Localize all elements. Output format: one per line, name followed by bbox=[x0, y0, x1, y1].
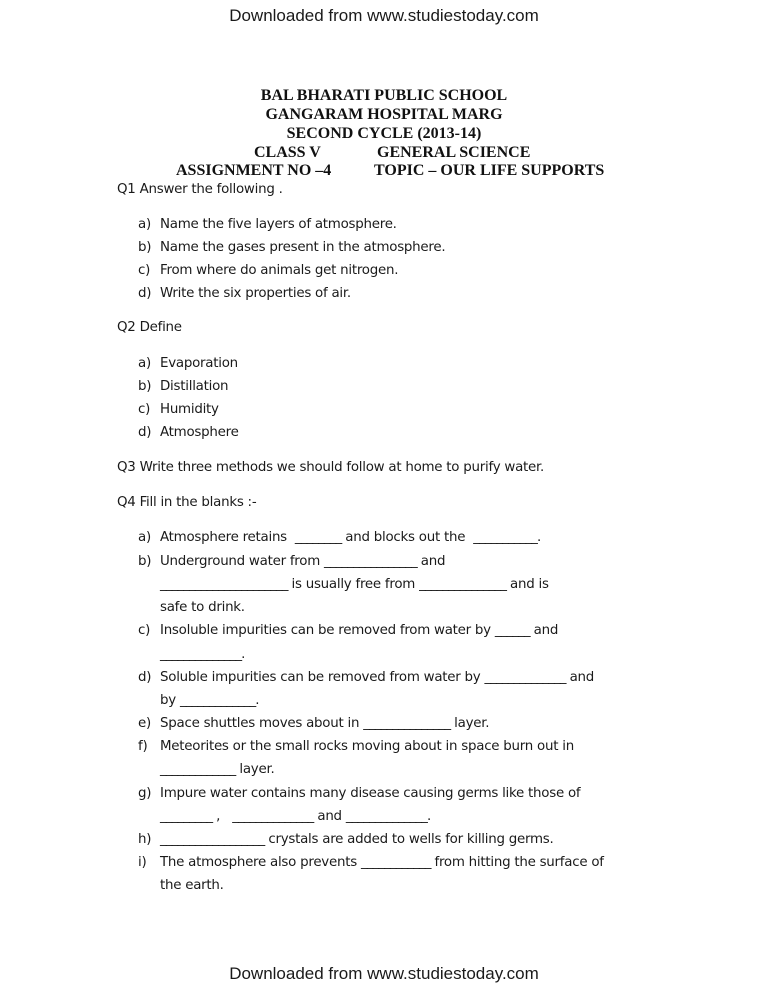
answer-blank: ______________________ bbox=[160, 577, 288, 592]
item-text-continued: ______________. bbox=[160, 647, 246, 662]
item-text: Distillation bbox=[160, 379, 229, 394]
answer-blank: _____________ bbox=[179, 693, 256, 708]
item-label: c) bbox=[138, 402, 151, 417]
answer-blank: ________ bbox=[294, 530, 342, 545]
item-label: h) bbox=[138, 832, 152, 847]
item-text-continued: _________ , ______________ and ______________. bbox=[160, 809, 431, 824]
item-text-continued: the earth. bbox=[160, 878, 224, 893]
item-label: b) bbox=[138, 554, 152, 569]
item-text: Atmosphere retains ________ and blocks out the ___________. bbox=[160, 530, 541, 545]
answer-blank: __________________ bbox=[160, 832, 265, 847]
item-text: From where do animals get nitrogen. bbox=[160, 263, 399, 278]
item-label: d) bbox=[138, 286, 152, 301]
answer-blank: ___________ bbox=[473, 530, 537, 545]
item-label: a) bbox=[138, 356, 151, 371]
item-text: Name the five layers of atmosphere. bbox=[160, 217, 397, 232]
item-label: c) bbox=[138, 623, 151, 638]
item-text: Evaporation bbox=[160, 356, 238, 371]
item-text-continued: _____________ layer. bbox=[160, 762, 275, 777]
item-text: Impure water contains many disease causing germs like those of bbox=[160, 786, 581, 801]
answer-blank: ______________ bbox=[345, 809, 427, 824]
item-label: e) bbox=[138, 716, 151, 731]
item-text: Name the gases present in the atmosphere. bbox=[160, 240, 446, 255]
question-title: Q1 Answer the following . bbox=[117, 182, 283, 197]
item-text-continued: safe to drink. bbox=[160, 600, 245, 615]
answer-blank: _______________ bbox=[419, 577, 507, 592]
answer-blank: ______ bbox=[494, 623, 530, 638]
answer-blank: ______________ bbox=[232, 809, 314, 824]
item-label: a) bbox=[138, 217, 151, 232]
class-label: CLASS V bbox=[254, 144, 321, 161]
item-text: Underground water from ________________ and bbox=[160, 554, 446, 569]
answer-blank: _______________ bbox=[363, 716, 451, 731]
question-title: Q3 Write three methods we should follow at home to purify water. bbox=[117, 460, 545, 475]
item-label: b) bbox=[138, 240, 152, 255]
item-text: Write the six properties of air. bbox=[160, 286, 351, 301]
assignment-number: ASSIGNMENT NO –4 bbox=[176, 162, 332, 179]
item-label: d) bbox=[138, 425, 152, 440]
item-text: Humidity bbox=[160, 402, 219, 417]
item-text: Meteorites or the small rocks moving about in space burn out in bbox=[160, 739, 574, 754]
item-text: The atmosphere also prevents ____________ from hitting the surface of bbox=[160, 855, 604, 870]
school-name: BAL BHARATI PUBLIC SCHOOL bbox=[260, 87, 508, 104]
subject-label: GENERAL SCIENCE bbox=[377, 144, 531, 161]
answer-blank: ________________ bbox=[324, 554, 417, 569]
item-text: __________________ crystals are added to wells for killing germs. bbox=[160, 832, 554, 847]
item-label: i) bbox=[138, 855, 147, 870]
question-title: Q2 Define bbox=[117, 320, 182, 335]
cycle-title: SECOND CYCLE (2013-14) bbox=[286, 125, 482, 142]
answer-blank: ____________ bbox=[360, 855, 431, 870]
answer-blank: _________ bbox=[160, 809, 213, 824]
topic-label: TOPIC – OUR LIFE SUPPORTS bbox=[374, 162, 605, 179]
answer-blank: ______________ bbox=[160, 647, 242, 662]
item-text-continued: ______________________ is usually free from _______________ and is bbox=[160, 577, 549, 592]
item-text: Atmosphere bbox=[160, 425, 239, 440]
item-text: Soluble impurities can be removed from water by ______________ and bbox=[160, 670, 595, 685]
item-label: d) bbox=[138, 670, 152, 685]
answer-blank: ______________ bbox=[484, 670, 566, 685]
item-text: Space shuttles moves about in _______________ layer. bbox=[160, 716, 490, 731]
watermark-bottom: Downloaded from www.studiestoday.com bbox=[229, 964, 539, 983]
item-label: c) bbox=[138, 263, 151, 278]
watermark-top: Downloaded from www.studiestoday.com bbox=[229, 6, 539, 25]
school-address: GANGARAM HOSPITAL MARG bbox=[265, 106, 503, 123]
item-label: f) bbox=[138, 739, 148, 754]
item-label: b) bbox=[138, 379, 152, 394]
question-title: Q4 Fill in the blanks :- bbox=[117, 495, 257, 510]
answer-blank: _____________ bbox=[160, 762, 236, 777]
item-label: a) bbox=[138, 530, 151, 545]
item-text: Insoluble impurities can be removed from water by ______ and bbox=[160, 623, 559, 638]
item-text-continued: by _____________. bbox=[160, 693, 260, 708]
item-label: g) bbox=[138, 786, 152, 801]
